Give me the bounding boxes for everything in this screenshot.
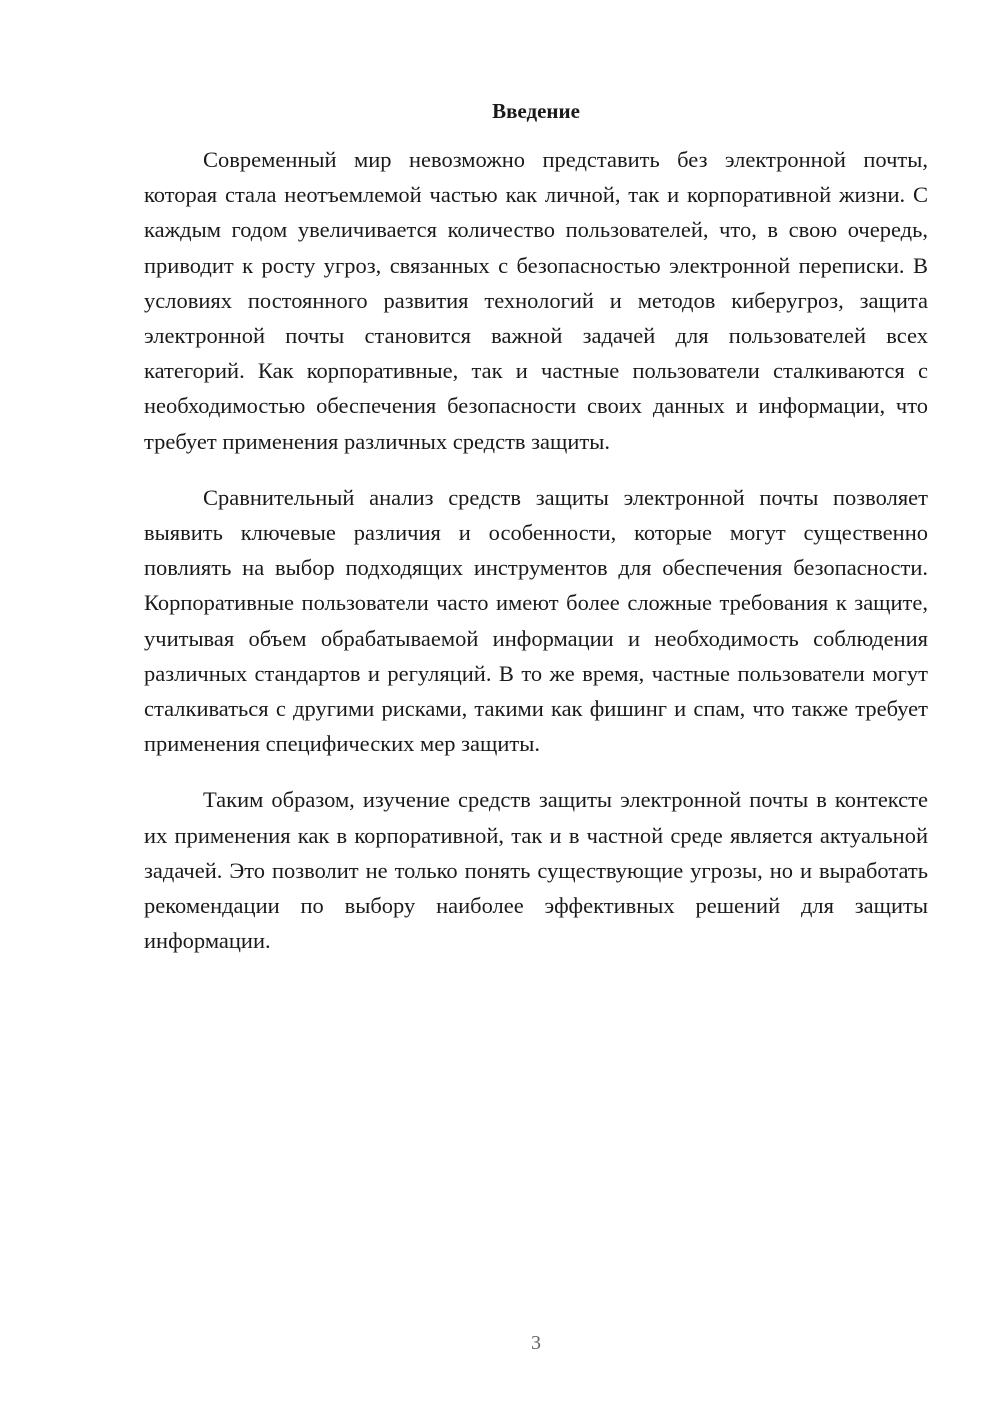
paragraph-3: Таким образом, изучение средств защиты электронной почты в контексте их применения как в корпоративной, так и в частной среде является актуальной задачей. Это позволит не только понять существующие угрозы, но и выработать рекомендации по выбору наиболее эффективных решений для защиты информации. xyxy=(144,787,928,954)
paragraph-2: Сравнительный анализ средств защиты электронной почты позволяет выявить ключевые различия и особенности, которые могут существенно повлиять на выбор подходящих инструментов для обеспечения безопасности. Корпоративные пользователи часто имеют более сложные требования к защите, учитывая объем обрабатываемой информации и необходимость соблюдения различных стандартов и регуляций. В то же время, частные пользователи могут сталкиваться с другими рисками, такими как фишинг и спам, что также требует применения специфических мер защиты. xyxy=(144,484,928,757)
page-number: 3 xyxy=(531,1332,541,1354)
paragraph-1: Современный мир невозможно представить без электронной почты, которая стала неотъемлемой частью как личной, так и корпоративной жизни. С каждым годом увеличивается количество пользователей, что, в свою очередь, приводит к росту угроз, связанных с безопасностью электронной переписки. В условиях постоянного развития технологий и методов киберугроз, защита электронной почты становится важной задачей для пользователей всех категорий. Как корпоративные, так и частные пользователи сталкиваются с необходимостью обеспечения безопасности своих данных и информации, что требует применения различных средств защиты. xyxy=(144,147,928,454)
body-text xyxy=(144,142,928,979)
section-heading: Введение xyxy=(492,99,580,123)
